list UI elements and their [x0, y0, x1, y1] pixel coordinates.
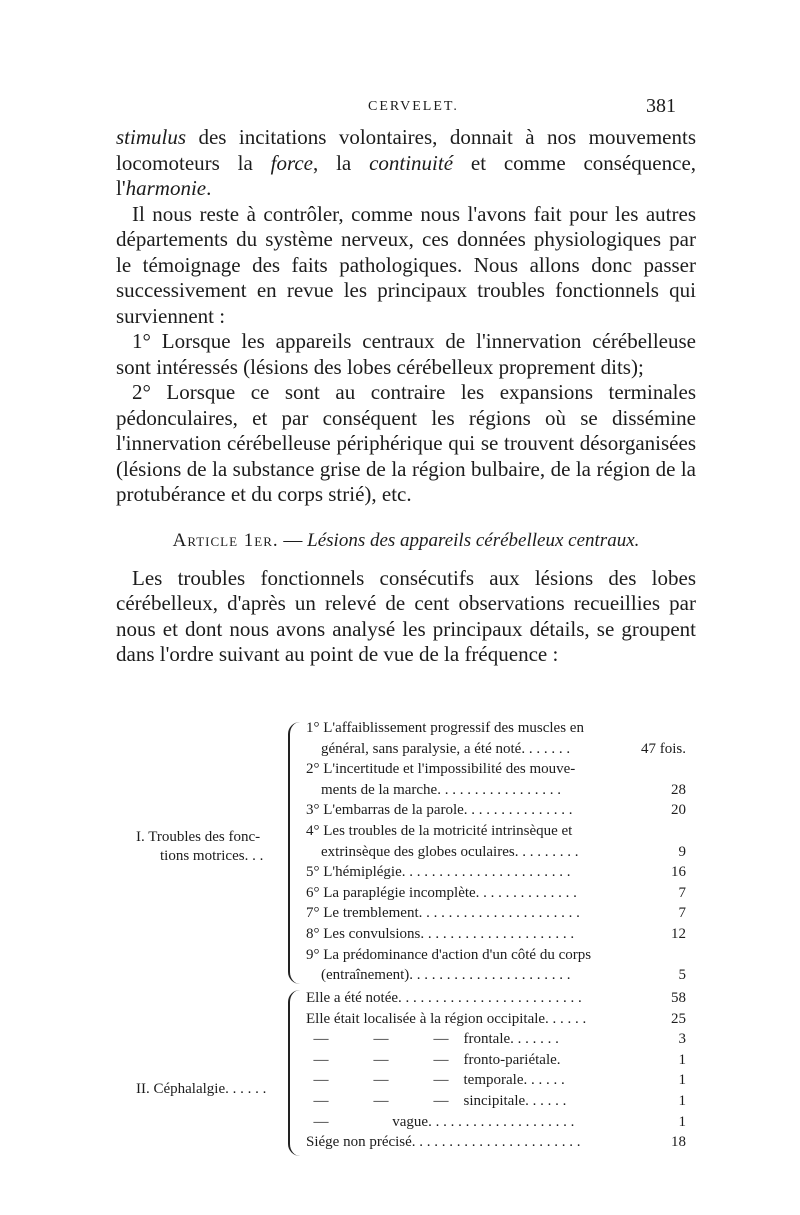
- paragraph-5: Les troubles fonctionnels consécutifs aux lésions des lobes cérébelleux, d'après un relevé de cent observations recueillies par nous et dont nous avons analysé les principaux détails, se groupent dans l'ordre suivant au point de vue de la fréquence :: [116, 565, 696, 666]
- article-dash: —: [278, 529, 308, 551]
- row-count: 3: [678, 1031, 686, 1048]
- paragraph-1-text-a: des incitations volontaires, donnait à nos mouvements locomoteurs la: [116, 125, 696, 175]
- row-count: 58: [671, 990, 686, 1006]
- article-heading: [116, 530, 696, 552]
- row-text: Elle a été notée. . . . . . . . . . . . . . . . . . . . . . . . .: [306, 990, 582, 1006]
- page-number: 381: [646, 95, 676, 117]
- paragraph-2: Il nous reste à contrôler, comme nous l'avons fait pour les autres départements du système nerveux, ces données physiologiques par le témoignage des faits pathologiques. Nous allons donc passer successivement en revue les principaux troubles fonctionnels qui surviennent :: [116, 201, 696, 328]
- paragraph-3: 1° Lorsque les appareils centraux de l'innervation cérébelleuse sont intéressés (lésions des lobes cérébelleux proprement dits);: [116, 329, 696, 379]
- row-count: 9: [678, 843, 686, 860]
- row-count: 25: [671, 1010, 686, 1027]
- row-text: — — — fronto-pariétale.: [306, 1051, 561, 1068]
- row-text: — — — frontale. . . . . . .: [306, 1031, 559, 1048]
- paragraph-1-text-c: et comme conséquence, l': [116, 150, 697, 200]
- row-text: Elle était localisée à la région occipitale. . . . . .: [306, 1010, 587, 1027]
- row-text: 2° L'incertitude et l'impossibilité des mouve-: [306, 761, 576, 778]
- main-text: [116, 125, 696, 668]
- paragraph-1-text-d: .: [206, 176, 212, 200]
- group-1-label: [136, 828, 263, 866]
- table-row: [306, 1029, 686, 1050]
- table-row: [306, 1050, 686, 1071]
- row-text: 8° Les convulsions. . . . . . . . . . . . . . . . . . . . .: [306, 926, 575, 942]
- row-text: 6° La paraplégie incomplète. . . . . . . . . . . . . .: [306, 884, 577, 901]
- table-row: [306, 1009, 686, 1030]
- paragraph-4: 2° Lorsque ce sont au contraire les expansions terminales pédonculaires, et par conséquent les régions où se dissémine l'innervation cérébelleuse périphérique qui se trouvent désorganisées (lésions de la substance grise de la région bulbaire, de la région de la protubérance et du corps strié), etc.: [116, 380, 696, 506]
- table-row: [306, 821, 686, 842]
- row-count: 12: [671, 926, 686, 942]
- row-text: — — — temporale. . . . . .: [306, 1072, 565, 1089]
- table-row: [306, 780, 686, 801]
- table-row: [306, 1070, 686, 1091]
- row-text: 1° L'affaiblissement progressif des muscles en: [306, 720, 584, 736]
- running-head: CERVELET.: [368, 99, 459, 114]
- row-text: 4° Les troubles de la motricité intrinsèque et: [306, 823, 573, 839]
- row-text: (entraînement). . . . . . . . . . . . . . . . . . . . . .: [306, 967, 571, 984]
- group-2-label: II. Céphalalgie. . . . . .: [136, 1081, 267, 1097]
- table-row: [306, 1132, 686, 1153]
- table-row: [306, 800, 686, 821]
- table-row: [306, 718, 686, 739]
- row-count: 1: [678, 1051, 686, 1068]
- row-count: 20: [671, 802, 686, 819]
- table-row: [306, 988, 686, 1009]
- row-count: 18: [671, 1134, 686, 1151]
- term-stimulus: stimulus: [116, 125, 187, 149]
- row-count: 47 fois.: [641, 740, 686, 757]
- paragraph-1: [116, 125, 696, 202]
- article-label: Article 1er.: [172, 529, 279, 551]
- table-row: [306, 903, 686, 924]
- term-force: force: [270, 150, 313, 175]
- table-row: [306, 759, 686, 780]
- row-count: 7: [678, 884, 686, 901]
- page-header: [0, 95, 800, 119]
- table-row: [306, 924, 686, 945]
- table-row: [306, 842, 686, 863]
- row-text: 7° Le tremblement. . . . . . . . . . . . . . . . . . . . . .: [306, 905, 580, 922]
- row-text: extrinsèque des globes oculaires. . . . . . . . .: [306, 843, 579, 860]
- table-row: [306, 1091, 686, 1112]
- row-count: 1: [678, 1093, 686, 1109]
- statistics-table: [116, 718, 696, 1158]
- row-count: 16: [671, 864, 686, 881]
- row-text: ments de la marche. . . . . . . . . . . . . . . . .: [306, 781, 561, 798]
- row-text: — vague. . . . . . . . . . . . . . . . . . . .: [306, 1113, 575, 1130]
- paragraph-1-text-b: , la: [313, 150, 370, 175]
- table-row: [306, 945, 686, 966]
- group-1-brace: [288, 722, 306, 984]
- row-text: 9° La prédominance d'action d'un côté du corps: [306, 946, 592, 963]
- row-count: 28: [671, 781, 686, 798]
- table-row: [306, 1112, 686, 1133]
- group-1-label-line-1: I. Troubles des fonc-: [136, 829, 261, 845]
- row-text: 5° L'hémiplégie. . . . . . . . . . . . . . . . . . . . . . .: [306, 864, 571, 881]
- row-count: 7: [678, 905, 686, 922]
- row-count: 5: [678, 967, 686, 984]
- group-1-label-line-2: tions motrices. . .: [160, 848, 264, 864]
- row-count: 1: [678, 1113, 686, 1130]
- group-2-brace: [288, 990, 306, 1156]
- row-text: — — — sincipitale. . . . . .: [306, 1093, 567, 1109]
- table-row: [306, 862, 686, 883]
- table-row: [306, 965, 686, 986]
- row-text: général, sans paralysie, a été noté. . . . . . .: [306, 740, 571, 757]
- table-row: [306, 739, 686, 760]
- row-text: 3° L'embarras de la parole. . . . . . . . . . . . . . .: [306, 802, 573, 819]
- term-harmonie: harmonie: [125, 176, 207, 200]
- table-row: [306, 883, 686, 904]
- row-count: 1: [678, 1072, 686, 1089]
- article-title: Lésions des appareils cérébelleux centraux.: [307, 529, 640, 551]
- term-continuite: continuité: [369, 150, 454, 175]
- row-text: Siége non précisé. . . . . . . . . . . . . . . . . . . . . . .: [306, 1134, 581, 1151]
